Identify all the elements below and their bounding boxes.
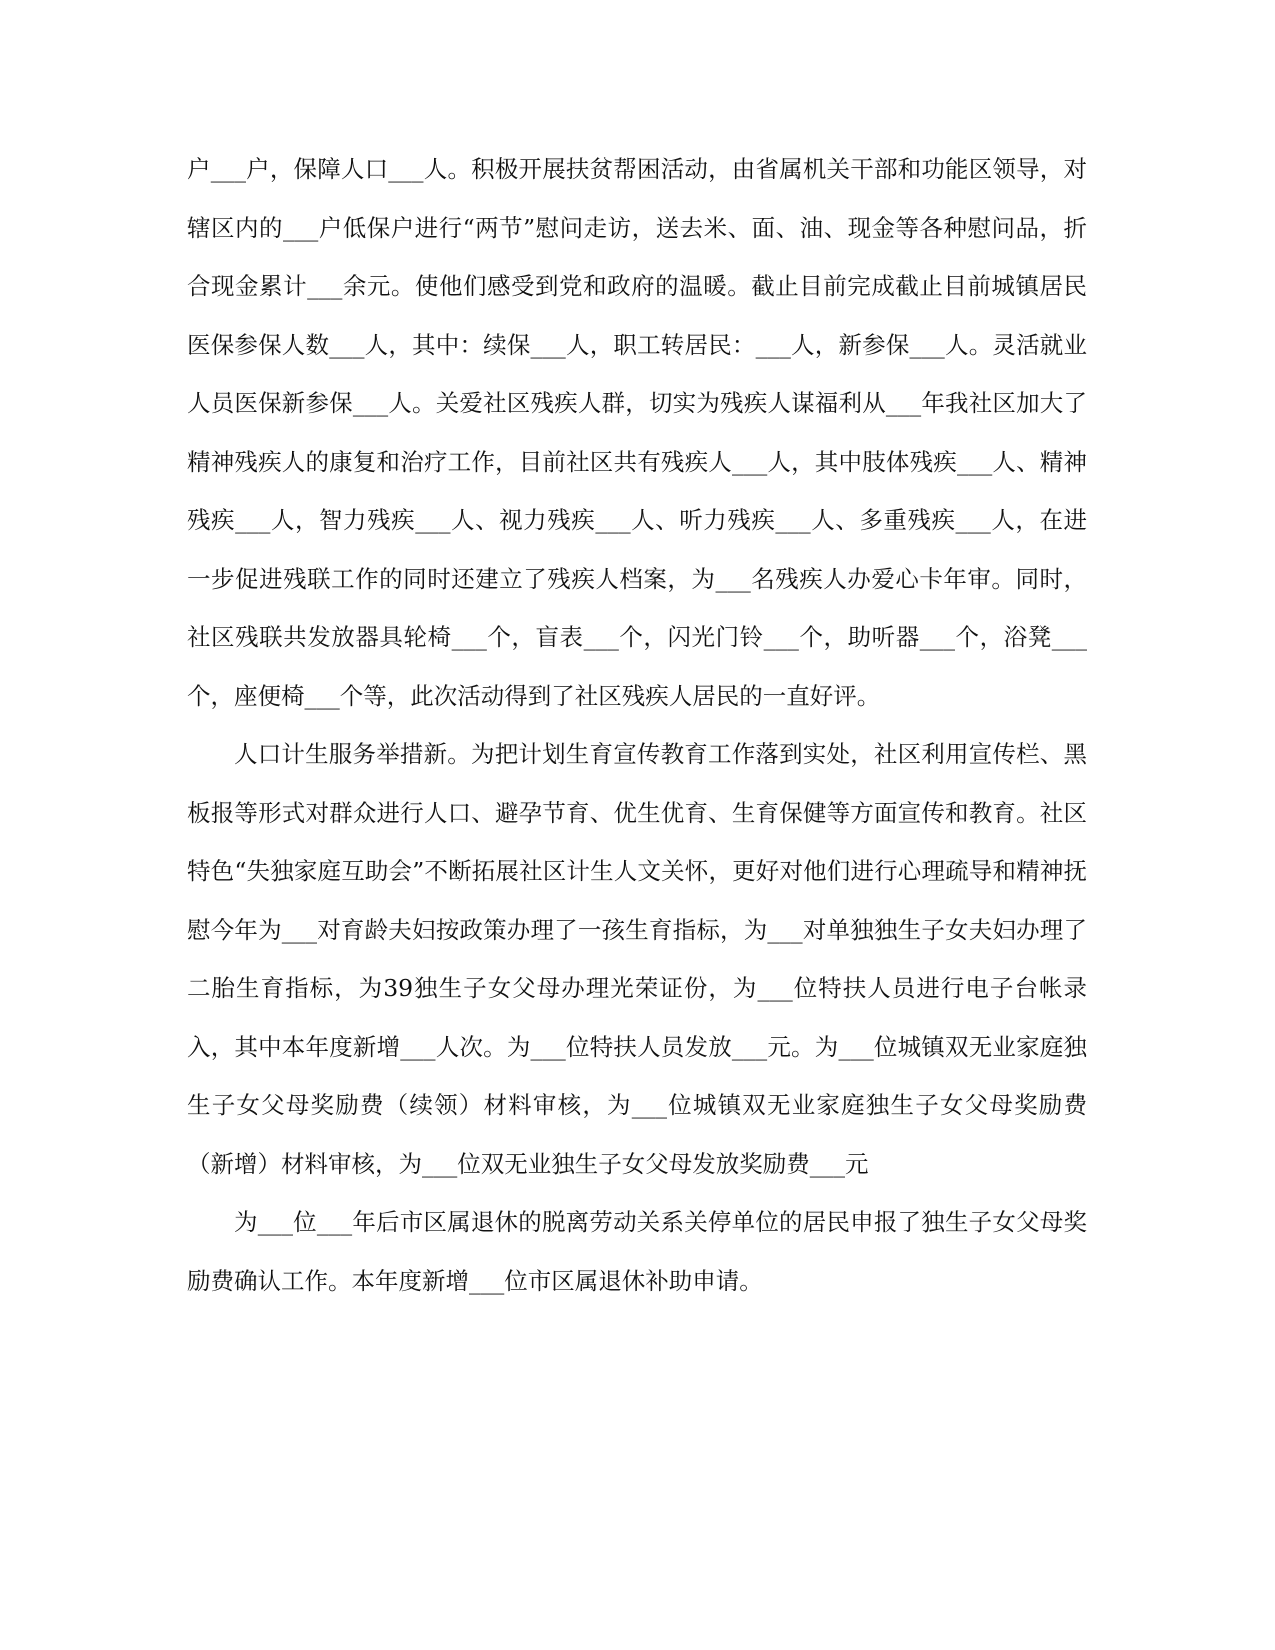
document-body [187, 140, 1087, 1310]
paragraph-family-planning: 人口计生服务举措新。为把计划生育宣传教育工作落到实处，社区利用宣传栏、黑板报等形式对群众进行人口、避孕节育、优生优育、生育保健等方面宣传和教育。社区特色“失独家庭互助会”不断拓展社区计生人文关怀，更好对他们进行心理疏导和精神抚慰今年为___对育龄夫妇按政策办理了一孩生育指标，为___对单独独生子女夫妇办理了二胎生育指标，为39独生子女父母办理光荣证份，为___位特扶人员进行电子台帐录入，其中本年度新增___人次。为___位特扶人员发放___元。为___位城镇双无业家庭独生子女父母奖励费（续领）材料审核，为___位城镇双无业家庭独生子女父母奖励费（新增）材料审核，为___位双无业独生子女父母发放奖励费___元 [187, 740, 1087, 1178]
paragraph-retirement-subsidy: 为___位___年后市区属退休的脱离劳动关系关停单位的居民申报了独生子女父母奖励费确认工作。本年度新增___位市区属退休补助申请。 [187, 1208, 1087, 1295]
paragraph-disability-and-insurance: 户___户，保障人口___人。积极开展扶贫帮困活动，由省属机关干部和功能区领导，对辖区内的___户低保户进行“两节”慰问走访，送去米、面、油、现金等各种慰问品，折合现金累计___余元。使他们感受到党和政府的温暖。截止目前完成截止目前城镇居民医保参保人数___人，其中：续保___人，职工转居民：___人，新参保___人。灵活就业人员医保新参保___人。关爱社区残疾人群，切实为残疾人谋福利从___年我社区加大了精神残疾人的康复和治疗工作，目前社区共有残疾人___人，其中肢体残疾___人、精神残疾___人，智力残疾___人、视力残疾___人、听力残疾___人、多重残疾___人，在进一步促进残联工作的同时还建立了残疾人档案，为___名残疾人办爱心卡年审。同时，社区残联共发放器具轮椅___个，盲表___个，闪光门铃___个，助听器___个，浴凳___个，座便椅___个等，此次活动得到了社区残疾人居民的一直好评。 [187, 155, 1087, 710]
